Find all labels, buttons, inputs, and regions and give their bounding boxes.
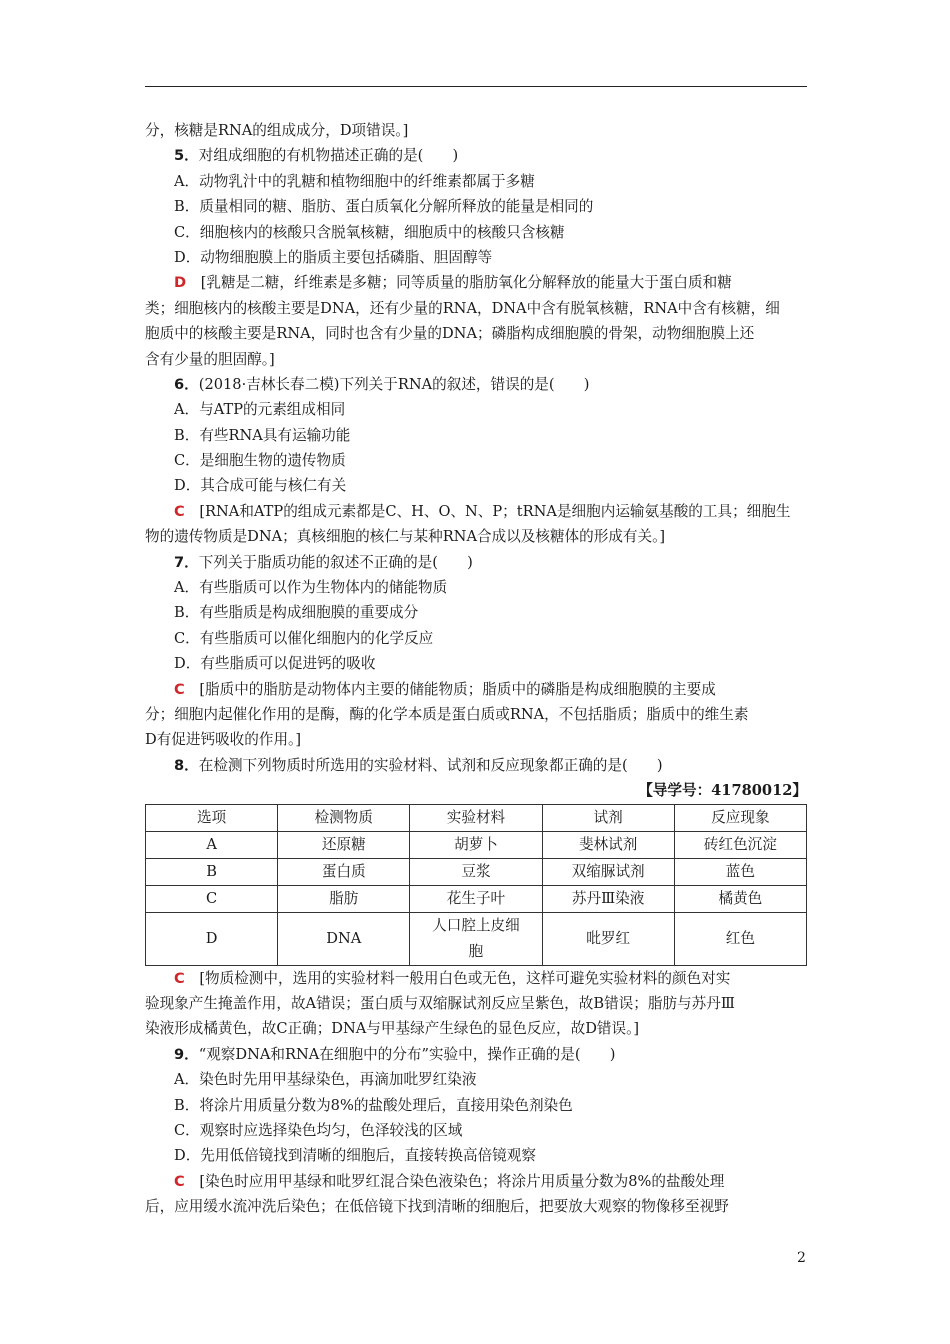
explanation-text: [RNA和ATP的组成元素都是C、H、O、N、P；tRNA是细胞内运输氨基酸的工具；细胞生 (199, 502, 791, 520)
table-cell: D (146, 912, 278, 965)
table-header-cell: 反应现象 (674, 804, 806, 831)
answer-letter: C (174, 1172, 185, 1190)
option: B．有些RNA具有运输功能 (174, 426, 351, 444)
explanation-text: 后，应用缓水流冲洗后染色；在低倍镜下找到清晰的细胞后，把要放大观察的物像移至视野 (145, 1198, 729, 1216)
answer-line (145, 966, 807, 991)
option: A．有些脂质可以作为生物体内的储能物质 (174, 579, 448, 597)
header-rule (145, 86, 807, 87)
explanation-text: 含有少量的胆固醇。] (145, 350, 275, 368)
table-cell: 花生子叶 (410, 885, 542, 912)
option: B．将涂片用质量分数为8%的盐酸处理后，直接用染色剂染色 (174, 1096, 573, 1114)
explanation-text: 分；细胞内起催化作用的是酶，酶的化学本质是蛋白质或RNA，不包括脂质；脂质中的维生素 (145, 705, 749, 723)
option: C．是细胞生物的遗传物质 (174, 452, 346, 470)
option: C．观察时应选择染色均匀，色泽较浅的区域 (174, 1121, 463, 1139)
option: D．其合成可能与核仁有关 (174, 477, 347, 495)
table-cell: 斐林试剂 (542, 831, 674, 858)
question-text: (2018·吉林长春二模)下列关于RNA的叙述，错误的是( ) (198, 375, 590, 393)
table-cell: 砖红色沉淀 (674, 831, 806, 858)
question-text: 对组成细胞的有机物描述正确的是( ) (198, 147, 459, 165)
table-cell: 苏丹Ⅲ染液 (542, 885, 674, 912)
table-cell: A (146, 831, 278, 858)
answer-letter: D (174, 274, 187, 292)
explanation-text: [染色时应用甲基绿和吡罗红混合染色液染色；将涂片用质量分数为8%的盐酸处理 (199, 1172, 725, 1190)
table-cell: 人口腔上皮细胞 (410, 912, 542, 965)
question-7-stem (145, 550, 807, 575)
question-8-stem (145, 753, 807, 778)
option: A．染色时先用甲基绿染色，再滴加吡罗红染液 (174, 1071, 477, 1089)
explanation-text: 物的遗传物质是DNA；真核细胞的核仁与某种RNA合成以及核糖体的形成有关。] (145, 528, 666, 546)
page-number: 2 (797, 1250, 806, 1266)
continuation-text: 分，核糖是RNA的组成成分，D项错误。] (145, 122, 409, 139)
table-header-cell: 试剂 (542, 804, 674, 831)
explanation-text: 验现象产生掩盖作用，故A错误；蛋白质与双缩脲试剂反应呈紫色，故B错误；脂肪与苏丹Ⅲ (145, 994, 735, 1012)
table-cell: 双缩脲试剂 (542, 858, 674, 885)
table-header-cell: 实验材料 (410, 804, 542, 831)
question-text: 下列关于脂质功能的叙述不正确的是( ) (198, 553, 473, 571)
explanation-text: [物质检测中，选用的实验材料一般用白色或无色，这样可避免实验材料的颜色对实 (199, 969, 731, 987)
table-cell: 还原糖 (278, 831, 410, 858)
explanation-text: [乳糖是二糖，纤维素是多糖；同等质量的脂肪氧化分解释放的能量大于蛋白质和糖 (200, 274, 732, 292)
answer-line (145, 499, 807, 524)
table-cell: C (146, 885, 278, 912)
option: D．先用低倍镜找到清晰的细胞后，直接转换高倍镜观察 (174, 1147, 536, 1165)
table-cell: 蓝色 (674, 858, 806, 885)
question-number: 5． (174, 147, 199, 165)
option: A．与ATP的元素组成相同 (174, 401, 346, 419)
question-text: 在检测下列物质时所选用的实验材料、试剂和反应现象都正确的是( ) (198, 756, 663, 774)
explanation-text: [脂质中的脂肪是动物体内主要的储能物质；脂质中的磷脂是构成细胞膜的主要成 (199, 680, 716, 698)
option: B．质量相同的糖、脂肪、蛋白质氧化分解所释放的能量是相同的 (174, 198, 594, 216)
question-number: 7． (174, 553, 199, 571)
option: A．动物乳汁中的乳糖和植物细胞中的纤维素都属于多糖 (174, 172, 535, 190)
option: D．有些脂质可以促进钙的吸收 (174, 655, 376, 673)
option: D．动物细胞膜上的脂质主要包括磷脂、胆固醇等 (174, 248, 493, 266)
table-row (146, 885, 807, 912)
answer-line (145, 270, 807, 295)
table-cell: 脂肪 (278, 885, 410, 912)
table-row (146, 831, 807, 858)
table-row (146, 912, 807, 965)
answer-line (145, 677, 807, 702)
question-text: “观察DNA和RNA在细胞中的分布”实验中，操作正确的是( ) (198, 1045, 616, 1063)
question-9-stem (145, 1042, 807, 1067)
question-number: 6． (174, 375, 199, 393)
table-row (146, 858, 807, 885)
answer-line (145, 1169, 807, 1194)
explanation-text: 染液形成橘黄色，故C正确；DNA与甲基绿产生绿色的显色反应，故D错误。] (145, 1020, 640, 1038)
guide-number: 【导学号：41780012】 (638, 782, 807, 800)
table-header-cell: 检测物质 (278, 804, 410, 831)
question-6-stem (145, 372, 807, 397)
table-header-cell: 选项 (146, 804, 278, 831)
option: C．有些脂质可以催化细胞内的化学反应 (174, 629, 434, 647)
page-content (145, 118, 807, 1219)
answer-letter: C (174, 502, 185, 520)
question-number: 8． (174, 756, 199, 774)
reagent-table (145, 804, 807, 966)
table-cell: 蛋白质 (278, 858, 410, 885)
explanation-text: 类；细胞核内的核酸主要是DNA，还有少量的RNA，DNA中含有脱氧核糖，RNA中含有核糖，细 (145, 299, 780, 317)
question-number: 9． (174, 1045, 199, 1063)
table-cell: DNA (278, 912, 410, 965)
option: C．细胞核内的核酸只含脱氧核糖，细胞质中的核酸只含核糖 (174, 223, 565, 241)
table-cell: 豆浆 (410, 858, 542, 885)
answer-letter: C (174, 680, 185, 698)
table-header-row (146, 804, 807, 831)
table-cell: 橘黄色 (674, 885, 806, 912)
table-cell: 红色 (674, 912, 806, 965)
table-cell: 吡罗红 (542, 912, 674, 965)
option: B．有些脂质是构成细胞膜的重要成分 (174, 604, 419, 622)
explanation-text: D有促进钙吸收的作用。] (145, 731, 302, 749)
answer-letter: C (174, 969, 185, 987)
table-cell: 胡萝卜 (410, 831, 542, 858)
table-cell: B (146, 858, 278, 885)
question-5-stem (145, 143, 807, 168)
explanation-text: 胞质中的核酸主要是RNA，同时也含有少量的DNA；磷脂构成细胞膜的骨架，动物细胞膜上还 (145, 325, 755, 343)
